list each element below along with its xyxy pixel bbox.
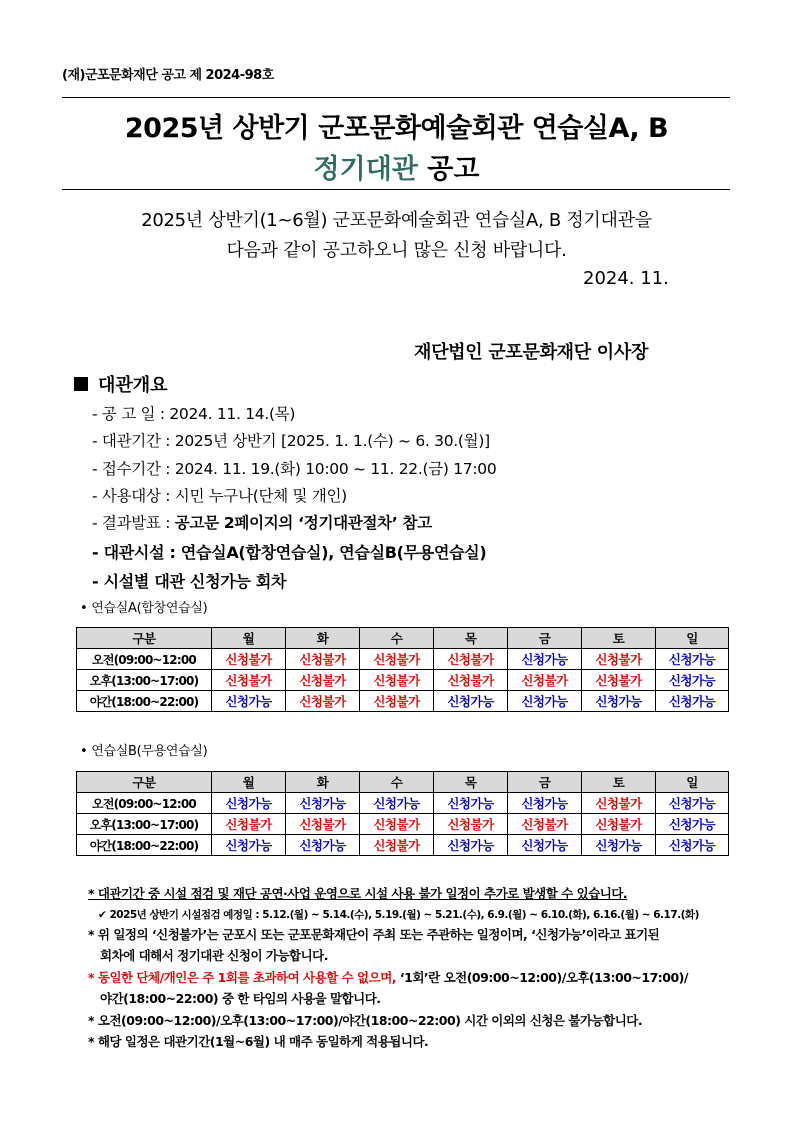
availability-cell: 신청가능 (212, 835, 286, 856)
intro-line-2: 다음과 같이 공고하오니 많은 신청 바랍니다. (226, 240, 567, 261)
note-unavailable-cont: 회차에 대해서 정기대관 신청이 가능합니다. (100, 948, 329, 963)
availability-cell: 신청불가 (582, 649, 656, 670)
availability-cell: 신청불가 (582, 814, 656, 835)
time-slot-label: 오전(09:00~12:00 (77, 649, 212, 670)
square-bullet-icon (74, 377, 88, 391)
note-unavailable: * 위 일정의 ‘신청불가’는 군포시 또는 군포문화재단이 주최 또는 주관하는 일정이며, ‘신청가능’이라고 표기된 (88, 927, 660, 942)
organization-signature: 재단법인 군포문화재단 이사장 (414, 342, 649, 363)
availability-cell: 신청불가 (286, 649, 360, 670)
column-header: 화 (286, 628, 360, 649)
note-inspection-dates: ✔ 2025년 상반기 시설점검 예정일 : 5.12.(월) ~ 5.14.(수), 5.19.(월) ~ 5.21.(수), 6.9.(월) ~ 6.10.(화), 6.16.(월) ~ 6.17.(화) (98, 909, 699, 921)
time-slot-label: 야간(18:00~22:00) (77, 691, 212, 712)
availability-cell: 신청불가 (360, 814, 434, 835)
availability-cell: 신청가능 (508, 649, 582, 670)
table-row (77, 670, 729, 691)
availability-cell: 신청가능 (212, 793, 286, 814)
column-header: 수 (360, 772, 434, 793)
overview-item-facility: - 대관시설 : 연습실A(합창연습실), 연습실B(무용연습실) (92, 543, 487, 562)
column-header: 토 (582, 628, 656, 649)
room-b-schedule-table (76, 771, 729, 856)
availability-cell: 신청가능 (508, 793, 582, 814)
note-weekly-apply: * 해당 일정은 대관기간(1월~6월) 내 매주 동일하게 적용됩니다. (88, 1034, 429, 1049)
availability-cell: 신청불가 (212, 649, 286, 670)
availability-cell: 신청불가 (582, 793, 656, 814)
document-title: 2025년 상반기 군포문화예술회관 연습실A, B (124, 113, 669, 144)
availability-cell: 신청가능 (656, 793, 729, 814)
column-header: 월 (212, 628, 286, 649)
time-slot-label: 오전(09:00~12:00 (77, 793, 212, 814)
availability-cell: 신청불가 (286, 691, 360, 712)
column-header: 목 (434, 628, 508, 649)
column-header: 일 (656, 628, 729, 649)
overview-item: - 대관기간 : 2025년 상반기 [2025. 1. 1.(수) ~ 6. 30.(월)] (92, 432, 490, 450)
column-header: 토 (582, 772, 656, 793)
availability-cell: 신청가능 (286, 793, 360, 814)
table-row (77, 835, 729, 856)
availability-cell: 신청불가 (360, 691, 434, 712)
availability-cell: 신청불가 (286, 670, 360, 691)
overview-item-result: - 결과발표 : 공고문 2페이지의 ‘정기대관절차’ 참고 (92, 514, 432, 532)
notice-number: (재)군포문화재단 공고 제 2024-98호 (62, 68, 274, 83)
overview-item: - 공 고 일 : 2024. 11. 14.(목) (92, 405, 296, 423)
room-a-schedule-table (76, 627, 729, 712)
note-time-limit: * 오전(09:00~12:00)/오후(13:00~17:00)/야간(18:00~22:00) 시간 이외의 신청은 불가능합니다. (88, 1013, 643, 1028)
availability-cell: 신청가능 (656, 649, 729, 670)
table-row (77, 649, 729, 670)
availability-cell: 신청불가 (212, 670, 286, 691)
note-maintenance: * 대관기간 중 시설 점검 및 재단 공연·사업 운영으로 시설 사용 불가 일정이 추가로 발생할 수 있습니다. (88, 886, 628, 901)
title-rule (62, 189, 730, 190)
table-row (77, 793, 729, 814)
title-rest: 공고 (417, 154, 480, 185)
top-rule (62, 97, 730, 98)
time-slot-label: 야간(18:00~22:00) (77, 835, 212, 856)
availability-cell: 신청불가 (286, 814, 360, 835)
section-heading: 대관개요 (74, 371, 168, 397)
availability-cell: 신청불가 (212, 814, 286, 835)
availability-cell: 신청가능 (656, 814, 729, 835)
availability-cell: 신청가능 (508, 691, 582, 712)
intro-line-1: 2025년 상반기(1~6월) 군포문화예술회관 연습실A, B 정기대관을 (141, 210, 652, 231)
availability-cell: 신청불가 (508, 670, 582, 691)
time-slot-label: 오후(13:00~17:00) (77, 814, 212, 835)
column-header: 목 (434, 772, 508, 793)
column-header: 금 (508, 628, 582, 649)
table-row (77, 814, 729, 835)
availability-cell: 신청불가 (434, 814, 508, 835)
table-header-row (77, 628, 729, 649)
availability-cell: 신청가능 (212, 691, 286, 712)
availability-cell: 신청불가 (582, 670, 656, 691)
column-header: 화 (286, 772, 360, 793)
overview-item: - 접수기간 : 2024. 11. 19.(화) 10:00 ~ 11. 22.(금) 17:00 (92, 460, 497, 478)
availability-cell: 신청불가 (434, 649, 508, 670)
room-b-label: • 연습실B(무용연습실) (80, 744, 208, 759)
availability-cell: 신청가능 (582, 691, 656, 712)
availability-cell: 신청불가 (360, 670, 434, 691)
column-header: 수 (360, 628, 434, 649)
availability-cell: 신청불가 (360, 649, 434, 670)
title-accent: 정기대관 (313, 154, 418, 185)
document-subtitle (0, 147, 793, 186)
column-header: 구분 (77, 772, 212, 793)
availability-cell: 신청가능 (656, 835, 729, 856)
availability-cell: 신청가능 (656, 691, 729, 712)
note-weekly-limit-cont: 야간(18:00~22:00) 중 한 타임의 사용을 말합니다. (100, 991, 381, 1006)
availability-cell: 신청가능 (360, 793, 434, 814)
column-header: 일 (656, 772, 729, 793)
availability-cell: 신청가능 (508, 835, 582, 856)
table-row (77, 691, 729, 712)
column-header: 월 (212, 772, 286, 793)
notice-date: 2024. 11. (583, 268, 669, 289)
availability-cell: 신청가능 (656, 670, 729, 691)
availability-cell: 신청불가 (434, 670, 508, 691)
availability-cell: 신청가능 (434, 793, 508, 814)
availability-cell: 신청가능 (582, 835, 656, 856)
availability-cell: 신청가능 (286, 835, 360, 856)
note-weekly-limit: * 동일한 단체/개인은 주 1회를 초과하여 사용할 수 없으며, ‘1회’란 오전(09:00~12:00)/오후(13:00~17:00)/ (88, 970, 688, 985)
time-slot-label: 오후(13:00~17:00) (77, 670, 212, 691)
column-header: 금 (508, 772, 582, 793)
room-a-label: • 연습실A(합창연습실) (80, 601, 208, 616)
table-header-row (77, 772, 729, 793)
availability-cell: 신청불가 (508, 814, 582, 835)
column-header: 구분 (77, 628, 212, 649)
availability-cell: 신청가능 (434, 691, 508, 712)
availability-cell: 신청가능 (434, 835, 508, 856)
overview-item-sessions: - 시설별 대관 신청가능 회차 (92, 572, 287, 591)
availability-cell: 신청불가 (360, 835, 434, 856)
overview-item: - 사용대상 : 시민 누구나(단체 및 개인) (92, 487, 347, 505)
